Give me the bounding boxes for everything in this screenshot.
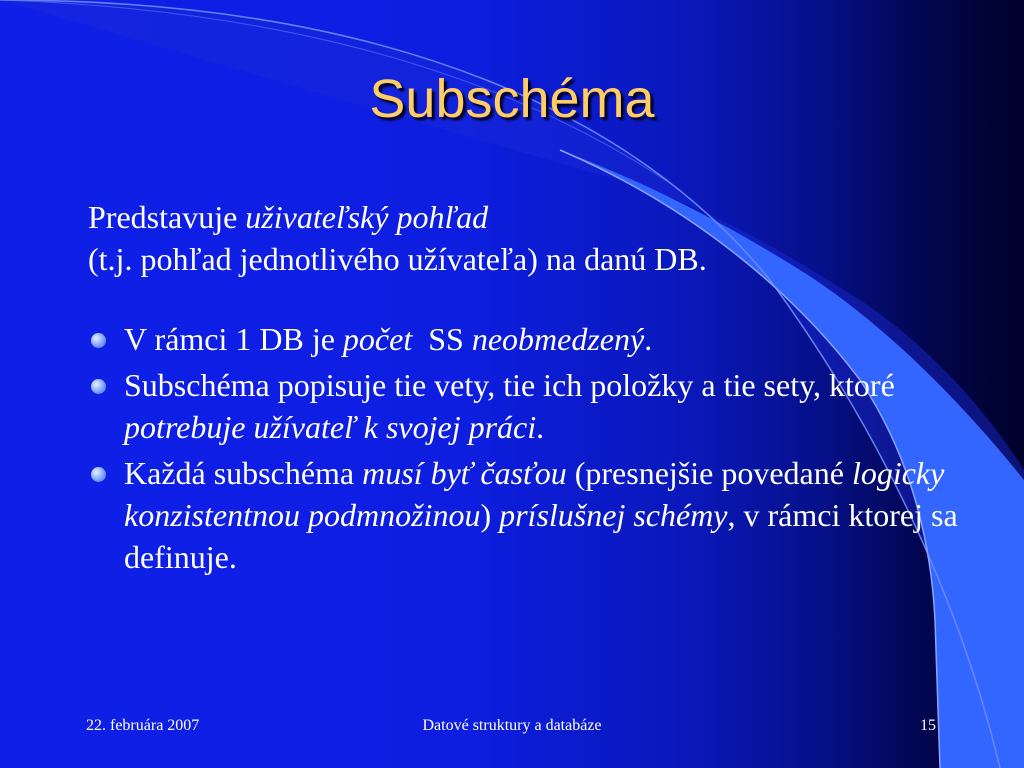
intro-emphasis: uživateľský pohľad (245, 199, 489, 235)
bullet-text: . (536, 409, 545, 445)
bullet-item-1 (88, 318, 968, 360)
bullet-text: , v rámci ktorej sa definuje. (124, 497, 958, 575)
bullet-list (88, 318, 968, 578)
bullet-dot-icon (91, 379, 106, 394)
intro-text: Predstavuje (88, 199, 246, 235)
slide-title: Subschéma (369, 69, 655, 129)
bullet-emphasis: musí byť časťou (362, 455, 567, 491)
bullet-text: . (644, 321, 653, 357)
intro-line-1 (88, 196, 968, 238)
bullet-emphasis: neobmedzený (471, 321, 645, 357)
footer-date: 22. februára 2007 (86, 717, 200, 734)
bullet-emphasis: potrebuje užívateľ k svojej práci (124, 409, 537, 445)
footer-course: Datové struktury a databáze (422, 717, 602, 734)
bullet-emphasis: príslušnej schémy (499, 497, 728, 533)
intro-line-2: (t.j. pohľad jednotlivého užívateľa) na danú DB. (88, 241, 707, 277)
bullet-text: (presnejšie povedané (566, 455, 852, 491)
bullet-emphasis: logicky konzistentnou podmnožinou (124, 455, 945, 533)
bullet-text: ) (480, 497, 500, 533)
bullet-item-3 (88, 452, 968, 578)
spacer (88, 280, 968, 318)
bullet-text: Každá subschéma (124, 455, 363, 491)
bullet-text: V rámci 1 DB je (124, 321, 343, 357)
bullet-dot-icon (91, 467, 106, 482)
bullet-emphasis: počet (342, 321, 413, 357)
bullet-item-2 (88, 364, 968, 448)
bullet-text: Subschéma popisuje tie vety, tie ich položky a tie sety, ktoré (124, 367, 895, 403)
bullet-text: SS (412, 321, 472, 357)
footer-page-number: 15 (920, 717, 936, 734)
bullet-dot-icon (91, 333, 106, 348)
slide-body (88, 196, 968, 582)
